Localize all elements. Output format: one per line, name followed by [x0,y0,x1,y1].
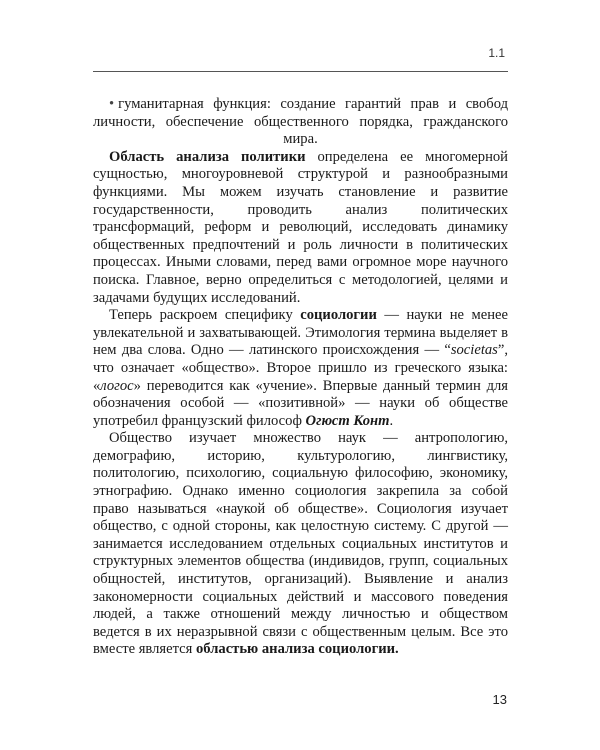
latin-word: societas [450,342,498,359]
greek-word: логос [100,377,134,394]
bullet-text: гуманитарная функция: создание гарантий прав и свобод личности, обеспечение общественного порядка, гражданского мира. [93,96,508,148]
author-name: Огюст Конт [305,412,390,429]
term-sociology-scope: областью анализа социологии. [195,641,399,658]
page-number: 13 [492,692,507,707]
term-sociology: социологии [300,307,377,324]
sociology-end: . [389,412,394,429]
paragraph-politics-text: определена ее многомерной сущностью, многоуровневой структурой и разнообразными функциями. Мы можем изучать становление и развитие государственности, проводить анализ политических трансформаций, реформ и революций, исследовать динамику общественных предпочтений и роль личности в политических процессах. Иными словами, перед вами огромное море научного поиска. Главное, верно определиться с методологией, целями и задачами будущих исследований. [93,148,508,306]
section-number: 1.1 [488,46,505,60]
header-rule [93,71,508,72]
paragraph-politics [93,149,508,307]
sociology-text-1: — науки не менее увлекательной и захватывающей. Этимология термина выделяет в нем два слова. Одно — латинского происхождения — “ [93,307,508,359]
body-text [93,96,508,659]
bullet-icon: • [109,96,115,112]
running-head [0,46,600,66]
sociology-intro: Теперь раскроем специфику [109,307,301,324]
bullet-humanitarian-function [93,96,508,149]
paragraph-society [93,430,508,659]
paragraph-sociology [93,307,508,430]
sociology-text-2: ”, что означает «общество». Второе пришло из греческого языка: « [93,342,508,394]
term-politics-scope: Область анализа политики [109,148,306,165]
sociology-text-3: » переводится как «учение». Впервые данный термин для обозначения особой — «позитивной» — науки об обществе употребил французский философ [93,377,508,429]
paragraph-society-text: Общество изучает множество наук — антропологию, демографию, историю, культурологию, лингвистику, политологию, психологию, социальную философию, экономику, этнографию. Однако именно социология закрепила за собой право называться «наукой об обществе». Социология изучает общество, с одной стороны, как целостную систему. С другой — занимается исследованием отдельных социальных институтов и структурных элементов общества (индивидов, групп, социальных общностей, институтов, организаций). Выявление и анализ закономерности социальных действий и массового поведения людей, а также отношений между личностью и обществом ведется в их неразрывной связи с общественным целым. Все это вместе является [93,430,508,658]
